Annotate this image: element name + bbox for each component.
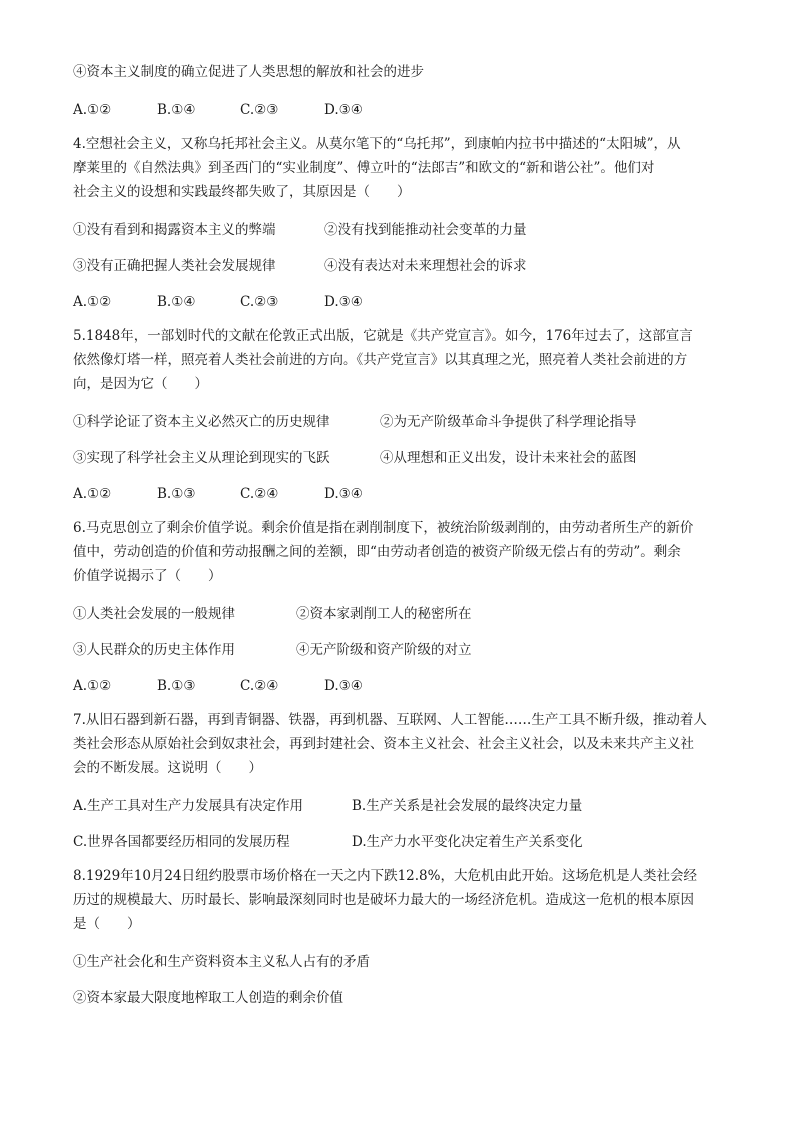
q5-choice-b: B.①③ [157,486,196,502]
q6-stem-line-1: 6.马克思创立了剩余价值学说。剩余价值是指在剥削制度下，被统治阶级剥削的，由劳动者所生产的新价 [73,520,694,536]
q6-stem-line-2: 值中，劳动创造的价值和劳动报酬之间的差额，即“由劳动者创造的被资产阶级无偿占有的劳动”。剩余 [73,544,681,560]
q3-choice-c: C.②③ [240,102,279,118]
q7-choice-a: A.生产工具对生产力发展具有决定作用 [73,798,304,814]
q5-item-2: ②为无产阶级革命斗争提供了科学理论指导 [380,414,637,430]
q6-stem-line-3: 价值学说揭示了（ ） [73,568,222,584]
q6-item-4: ④无产阶级和资产阶级的对立 [296,642,472,658]
q5-stem-line-1: 5.1848年，一部划时代的文献在伦敦正式出版，它就是《共产党宣言》。如今，176年过去了，这部宣言 [73,328,693,344]
q5-item-4: ④从理想和正义出发，设计未来社会的蓝图 [380,450,637,466]
q8-item-2: ②资本家最大限度地榨取工人创造的剩余价值 [73,990,343,1006]
q7-choice-d: D.生产力水平变化决定着生产关系变化 [352,834,583,850]
q8-stem-line-3: 是（ ） [73,916,141,932]
q6-item-3: ③人民群众的历史主体作用 [73,642,235,658]
q6-choice-a: A.①② [73,678,112,694]
q4-choice-d: D.③④ [324,294,363,310]
q5-stem-line-2: 依然像灯塔一样，照亮着人类社会前进的方向。《共产党宣言》以其真理之光，照亮着人类社会前进的方 [73,352,688,368]
q7-stem-line-1: 7.从旧石器到新石器，再到青铜器、铁器，再到机器、互联网、人工智能……生产工具不断升级，推动着人 [73,712,707,728]
q3-choice-a: A.①② [73,102,112,118]
q7-choice-c: C.世界各国都要经历相同的发展历程 [73,834,290,850]
q4-item-3: ③没有正确把握人类社会发展规律 [73,258,276,274]
q7-stem-line-3: 会的不断发展。这说明（ ） [73,760,262,776]
q4-stem-line-3: 社会主义的设想和实践最终都失败了，其原因是（ ） [73,184,411,200]
q5-item-3: ③实现了科学社会主义从理论到现实的飞跃 [73,450,330,466]
q4-stem-line-1: 4.空想社会主义，又称乌托邦社会主义。从莫尔笔下的“乌托邦”，到康帕内拉书中描述的“太阳城”，从 [73,136,681,152]
q5-stem-line-3: 向，是因为它（ ） [73,376,208,392]
q3-item-4: ④资本主义制度的确立促进了人类思想的解放和社会的进步 [73,64,424,80]
q6-item-2: ②资本家剥削工人的秘密所在 [296,606,472,622]
q4-choice-b: B.①④ [157,294,196,310]
q8-item-1: ①生产社会化和生产资料资本主义私人占有的矛盾 [73,954,370,970]
q6-choice-d: D.③④ [324,678,363,694]
q4-stem-line-2: 摩莱里的《自然法典》到圣西门的“实业制度”、傅立叶的“法郎吉”和欧文的“新和谐公社”。他们对 [73,160,655,176]
q7-choice-b: B.生产关系是社会发展的最终决定力量 [352,798,583,814]
q8-stem-line-2: 历过的规模最大、历时最长、影响最深刻同时也是破坏力最大的一场经济危机。造成这一危机的根本原因 [73,892,694,908]
q6-item-1: ①人类社会发展的一般规律 [73,606,235,622]
q4-item-2: ②没有找到能推动社会变革的力量 [324,222,527,238]
q3-choice-b: B.①④ [157,102,196,118]
q4-choice-a: A.①② [73,294,112,310]
q7-stem-line-2: 类社会形态从原始社会到奴隶社会，再到封建社会、资本主义社会、社会主义社会，以及未来共产主义社 [73,736,694,752]
q8-stem-line-1: 8.1929年10月24日纽约股票市场价格在一天之内下跌12.8%，大危机由此开始。这场危机是人类社会经 [73,868,697,884]
q3-choice-d: D.③④ [324,102,363,118]
q5-choice-d: D.③④ [324,486,363,502]
q5-choice-c: C.②④ [240,486,279,502]
q5-choice-a: A.①② [73,486,112,502]
q4-item-4: ④没有表达对未来理想社会的诉求 [324,258,527,274]
q6-choice-c: C.②④ [240,678,279,694]
q4-item-1: ①没有看到和揭露资本主义的弊端 [73,222,276,238]
q6-choice-b: B.①③ [157,678,196,694]
q4-choice-c: C.②③ [240,294,279,310]
q5-item-1: ①科学论证了资本主义必然灭亡的历史规律 [73,414,330,430]
